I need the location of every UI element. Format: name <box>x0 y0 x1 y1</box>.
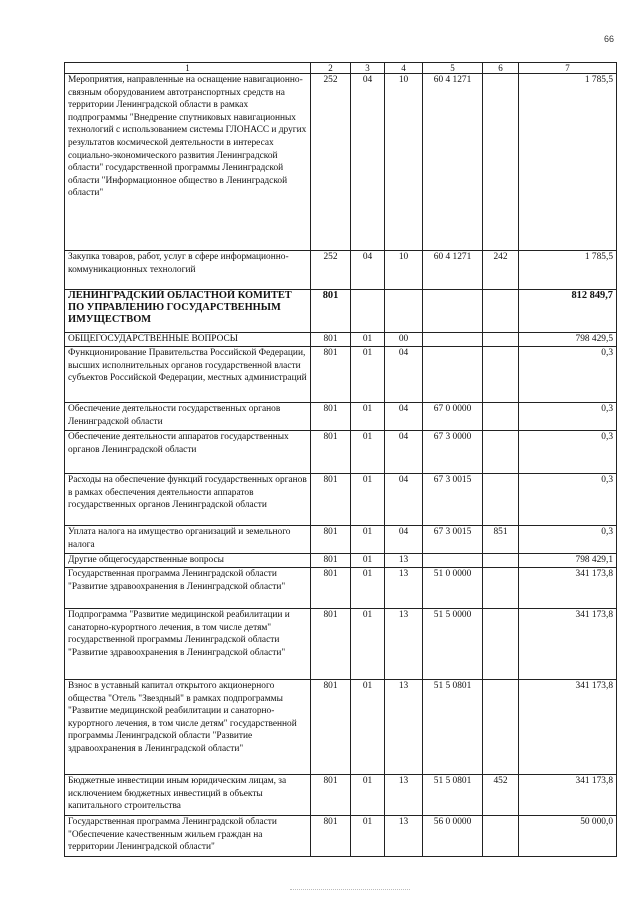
row-code-section: 01 <box>351 568 385 609</box>
header-col-5: 5 <box>423 63 483 74</box>
table-header-row <box>65 63 617 74</box>
row-code-admin: 801 <box>311 680 351 775</box>
table-row <box>65 403 617 431</box>
row-code-admin: 801 <box>311 431 351 474</box>
row-code-subsection: 13 <box>385 609 423 680</box>
row-code-section: 01 <box>351 816 385 857</box>
row-name: Другие общегосударственные вопросы <box>65 554 311 568</box>
row-code-subsection: 04 <box>385 403 423 431</box>
row-amount: 341 173,8 <box>519 775 617 816</box>
row-code-subsection: 13 <box>385 775 423 816</box>
table-row <box>65 554 617 568</box>
row-name: Обеспечение деятельности аппаратов государственных органов Ленинградской области <box>65 431 311 474</box>
row-code-section: 01 <box>351 403 385 431</box>
table-row <box>65 474 617 526</box>
row-amount: 341 173,8 <box>519 568 617 609</box>
row-code-admin: 252 <box>311 74 351 251</box>
row-amount: 798 429,1 <box>519 554 617 568</box>
table-row <box>65 74 617 251</box>
table-row <box>65 251 617 290</box>
row-code-subsection: 13 <box>385 816 423 857</box>
table-row <box>65 609 617 680</box>
row-code-subsection: 10 <box>385 74 423 251</box>
row-code-section: 01 <box>351 775 385 816</box>
row-code-target: 51 0 0000 <box>423 568 483 609</box>
table-row <box>65 333 617 347</box>
row-code-subsection: 04 <box>385 347 423 403</box>
header-col-6: 6 <box>483 63 519 74</box>
row-code-admin: 801 <box>311 403 351 431</box>
row-code-target <box>423 554 483 568</box>
row-code-expense-type <box>483 74 519 251</box>
row-code-subsection: 13 <box>385 554 423 568</box>
row-amount: 0,3 <box>519 403 617 431</box>
row-code-target: 67 3 0000 <box>423 431 483 474</box>
row-code-expense-type <box>483 333 519 347</box>
row-code-admin: 801 <box>311 333 351 347</box>
row-code-target: 56 0 0000 <box>423 816 483 857</box>
row-code-target <box>423 333 483 347</box>
row-code-expense-type <box>483 347 519 403</box>
table-row <box>65 568 617 609</box>
row-name: ЛЕНИНГРАДСКИЙ ОБЛАСТНОЙ КОМИТЕТ ПО УПРАВЛЕНИЮ ГОСУДАРСТВЕННЫМ ИМУЩЕСТВОМ <box>65 290 311 333</box>
row-amount: 812 849,7 <box>519 290 617 333</box>
row-name: Государственная программа Ленинградской области "Развитие здравоохранения в Ленинградской области" <box>65 568 311 609</box>
row-code-admin: 801 <box>311 609 351 680</box>
row-amount: 798 429,5 <box>519 333 617 347</box>
header-col-1: 1 <box>65 63 311 74</box>
scan-artifact <box>290 889 410 892</box>
row-code-target: 60 4 1271 <box>423 251 483 290</box>
row-code-target: 51 5 0000 <box>423 609 483 680</box>
row-code-admin: 252 <box>311 251 351 290</box>
row-amount: 1 785,5 <box>519 74 617 251</box>
row-code-admin: 801 <box>311 568 351 609</box>
header-col-3: 3 <box>351 63 385 74</box>
row-amount: 50 000,0 <box>519 816 617 857</box>
row-code-target: 51 5 0801 <box>423 775 483 816</box>
row-code-expense-type <box>483 290 519 333</box>
row-code-admin: 801 <box>311 526 351 554</box>
row-code-subsection <box>385 290 423 333</box>
row-code-subsection: 04 <box>385 526 423 554</box>
row-name: ОБЩЕГОСУДАРСТВЕННЫЕ ВОПРОСЫ <box>65 333 311 347</box>
row-amount: 0,3 <box>519 347 617 403</box>
row-code-target: 67 0 0000 <box>423 403 483 431</box>
row-code-target <box>423 290 483 333</box>
header-col-7: 7 <box>519 63 617 74</box>
table-row <box>65 347 617 403</box>
row-name: Подпрограмма "Развитие медицинской реабилитации и санаторно-курортного лечения, в том числе детям" государственной программы Ленинградской области "Развитие здравоохранения в Ленинградской области" <box>65 609 311 680</box>
row-name: Бюджетные инвестиции иным юридическим лицам, за исключением бюджетных инвестиций в объекты капитального строительства <box>65 775 311 816</box>
row-code-expense-type: 851 <box>483 526 519 554</box>
row-code-expense-type <box>483 609 519 680</box>
row-code-target: 67 3 0015 <box>423 474 483 526</box>
row-code-target <box>423 347 483 403</box>
row-code-expense-type <box>483 403 519 431</box>
row-code-expense-type: 452 <box>483 775 519 816</box>
row-code-section: 01 <box>351 347 385 403</box>
table-row <box>65 816 617 857</box>
row-amount: 1 785,5 <box>519 251 617 290</box>
row-code-section <box>351 290 385 333</box>
row-code-expense-type: 242 <box>483 251 519 290</box>
row-code-admin: 801 <box>311 775 351 816</box>
row-code-subsection: 10 <box>385 251 423 290</box>
row-code-section: 04 <box>351 74 385 251</box>
row-code-admin: 801 <box>311 347 351 403</box>
header-col-2: 2 <box>311 63 351 74</box>
row-code-section: 01 <box>351 609 385 680</box>
row-code-expense-type <box>483 554 519 568</box>
row-code-expense-type <box>483 680 519 775</box>
row-code-section: 01 <box>351 554 385 568</box>
row-code-section: 01 <box>351 680 385 775</box>
table-row <box>65 431 617 474</box>
header-col-4: 4 <box>385 63 423 74</box>
row-code-expense-type <box>483 816 519 857</box>
row-code-admin: 801 <box>311 554 351 568</box>
row-name: Закупка товаров, работ, услуг в сфере информационно-коммуникационных технологий <box>65 251 311 290</box>
table-row <box>65 680 617 775</box>
row-code-target: 67 3 0015 <box>423 526 483 554</box>
row-name: Мероприятия, направленные на оснащение навигационно-связным оборудованием автотранспортных средств на территории Ленинградской области в рамках подпрограммы "Внедрение спутниковых навигационных технологий с использованием системы ГЛОНАСС и других результатов космической деятельности в интересах социально-экономического развития Ленинградской области" государственной программы Ленинградской области "Информационное общество в Ленинградской области" <box>65 74 311 251</box>
row-code-section: 01 <box>351 474 385 526</box>
row-code-admin: 801 <box>311 816 351 857</box>
row-name: Государственная программа Ленинградской области "Обеспечение качественным жильем граждан на территории Ленинградской области" <box>65 816 311 857</box>
row-amount: 341 173,8 <box>519 680 617 775</box>
row-code-target: 60 4 1271 <box>423 74 483 251</box>
row-name: Обеспечение деятельности государственных органов Ленинградской области <box>65 403 311 431</box>
table-row <box>65 775 617 816</box>
row-name: Взнос в уставный капитал открытого акционерного общества "Отель "Звездный" в рамках подпрограммы "Развитие медицинской реабилитации и санаторно-курортного лечения, в том числе детям" государственной программы Ленинградской области "Развитие здравоохранения в Ленинградской области" <box>65 680 311 775</box>
table-row <box>65 290 617 333</box>
row-name: Функционирование Правительства Российской Федерации, высших исполнительных органов государственной власти субъектов Российской Федерации, местных администраций <box>65 347 311 403</box>
row-name: Уплата налога на имущество организаций и земельного налога <box>65 526 311 554</box>
row-code-section: 01 <box>351 431 385 474</box>
row-code-expense-type <box>483 474 519 526</box>
row-code-admin: 801 <box>311 290 351 333</box>
row-code-section: 01 <box>351 333 385 347</box>
row-code-admin: 801 <box>311 474 351 526</box>
row-code-subsection: 00 <box>385 333 423 347</box>
row-amount: 0,3 <box>519 526 617 554</box>
row-code-subsection: 04 <box>385 431 423 474</box>
row-code-subsection: 13 <box>385 568 423 609</box>
row-code-expense-type <box>483 568 519 609</box>
row-name: Расходы на обеспечение функций государственных органов в рамках обеспечения деятельности аппаратов государственных органов Ленинградской области <box>65 474 311 526</box>
row-amount: 341 173,8 <box>519 609 617 680</box>
row-code-section: 04 <box>351 251 385 290</box>
row-code-section: 01 <box>351 526 385 554</box>
row-amount: 0,3 <box>519 474 617 526</box>
row-code-target: 51 5 0801 <box>423 680 483 775</box>
row-amount: 0,3 <box>519 431 617 474</box>
page-number: 66 <box>604 34 615 44</box>
row-code-expense-type <box>483 431 519 474</box>
budget-table <box>64 62 617 857</box>
row-code-subsection: 04 <box>385 474 423 526</box>
row-code-subsection: 13 <box>385 680 423 775</box>
table-row <box>65 526 617 554</box>
